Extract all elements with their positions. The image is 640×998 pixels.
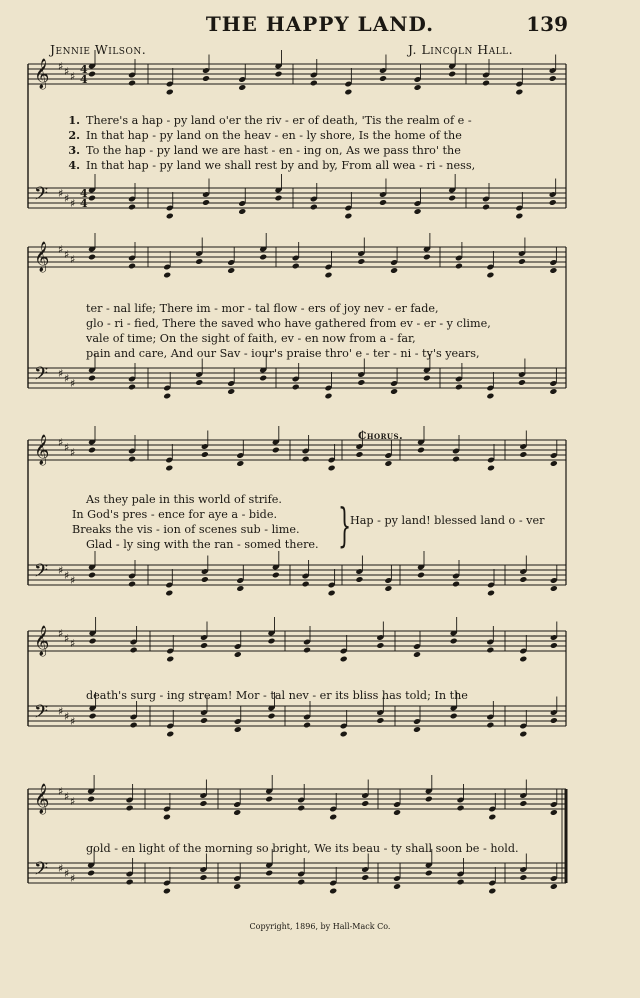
treble-note [487,465,495,472]
system-2-lyric-2: glo - ri - fied, There the saved who have gathered from ev - er - y clime, [86,317,491,330]
bass-note [87,870,95,877]
treble-note [519,656,527,663]
sharp-sign: ♯ [64,65,70,78]
bass-clef: 𝄢 [34,859,49,884]
system-3-lyric-2: In God's pres - ence for aye a - bide. [72,508,278,521]
treble-clef: 𝄞 [34,784,50,814]
treble-note [450,638,458,645]
treble-note [274,71,282,78]
lyricist-credit: Jennie Wilson. [50,42,147,57]
bass-clef: 𝄢 [34,561,49,586]
time-signature: 4 [80,63,88,76]
treble-note [329,814,337,821]
verse-text: There's a hap - py land o'er the riv - er of death, 'Tis the realm of e - [86,114,472,127]
treble-note [549,267,557,274]
treble-note [292,263,300,270]
bass-clef: 𝄢 [34,702,49,727]
verse-brace: } [338,498,352,552]
treble-note [423,254,431,261]
system-3-lyric-1: As they pale in this world of strife. [86,493,282,506]
composer-credit: J. Lincoln Hall. [408,42,514,57]
sharp-sign: ♯ [70,795,76,808]
bass-note [128,581,136,588]
sharp-sign: ♯ [58,60,64,73]
treble-note [166,89,174,96]
bass-note [163,393,171,400]
time-signature: 4 [80,187,88,200]
bass-note [550,585,558,592]
treble-note [324,272,332,279]
bass-note [455,384,463,391]
treble-note [238,84,246,91]
treble-note [297,805,305,812]
treble-note [88,71,96,78]
time-signature: 4 [80,73,88,86]
bass-note [450,713,458,720]
bass-note [130,722,138,729]
bass-note [549,388,557,395]
treble-note [163,814,171,821]
treble-note [452,456,460,463]
verse-2-line [62,128,462,142]
treble-note [88,447,96,454]
bass-note [549,199,557,206]
bass-clef: 𝄢 [34,364,49,389]
bass-note [488,888,496,895]
treble-note [550,642,558,649]
bass-note [384,585,392,592]
bass-note [390,388,398,395]
treble-note [236,460,244,467]
page-number: 139 [526,12,568,36]
bass-note [297,879,305,886]
sharp-sign: ♯ [64,710,70,723]
bass-note [274,195,282,202]
treble-note [457,805,465,812]
sharp-sign: ♯ [64,248,70,261]
treble-note [482,80,490,87]
chorus-lyric-1: Hap - py land! blessed land o - ver [350,514,545,527]
bass-note [423,375,431,382]
treble-note [448,71,456,78]
treble-note [259,254,267,261]
verse-number: 4. [68,158,80,172]
treble-note [549,75,557,82]
bass-note [128,204,136,211]
treble-note [361,800,369,807]
bass-note [482,204,490,211]
treble-note [272,447,280,454]
treble-note [165,465,173,472]
bass-note [201,576,209,583]
sharp-sign: ♯ [64,790,70,803]
treble-note [200,642,208,649]
verse-3-line [62,143,461,157]
treble-note [195,258,203,265]
verse-4-line [62,158,475,172]
treble-note [88,254,96,261]
treble-note [455,263,463,270]
sharp-sign: ♯ [58,862,64,875]
treble-clef: 𝄞 [34,59,50,89]
treble-note [414,84,422,91]
verse-text: In that hap - py land on the heav - en - ly shore, Is the home of the [86,129,462,142]
treble-note [201,451,209,458]
bass-note [328,590,336,597]
bass-note [267,713,275,720]
treble-note [344,89,352,96]
bass-note [88,195,96,202]
bass-note [302,581,310,588]
treble-note [379,75,387,82]
bass-note [355,576,363,583]
treble-note [89,638,97,645]
treble-note [519,800,527,807]
treble-note [384,460,392,467]
bass-note [200,717,208,724]
bass-note [199,874,207,881]
treble-note [302,456,310,463]
treble-note [425,796,433,803]
chorus-label: Chorus. [358,430,404,442]
bass-note [519,731,527,738]
treble-clef: 𝄞 [34,242,50,272]
system-2-lyric-4: pain and care, And our Sav - iour's praise thro' e - ter - ni - ty's years, [86,347,480,360]
bass-note [88,572,96,579]
treble-note [340,656,348,663]
sharp-sign: ♯ [70,637,76,650]
sharp-sign: ♯ [58,564,64,577]
sharp-sign: ♯ [64,372,70,385]
bass-note [165,590,173,597]
bass-note [227,388,235,395]
bass-note [272,572,280,579]
treble-note [310,80,318,87]
sharp-sign: ♯ [58,243,64,256]
bass-note [414,208,422,215]
chorus-lyric-3: gold - en light of the morning so bright, We its beau - ty shall soon be - hold. [86,842,519,855]
treble-note [166,656,174,663]
bass-note [357,379,365,386]
bass-note [128,384,136,391]
treble-note [488,814,496,821]
hymn-title: THE HAPPY LAND. [205,12,435,36]
treble-note [130,647,138,654]
bass-note [163,888,171,895]
bass-note [166,213,174,220]
treble-note [515,89,523,96]
treble-note [550,809,558,816]
copyright-notice: Copyright, 1896, by Hall-Mack Co. [249,922,391,931]
treble-note [202,75,210,82]
chorus-lyric-2: death's surg - ing stream! Mor - tal nev - er its bliss has told; In the [86,689,468,702]
bass-note [518,379,526,386]
bass-note [303,722,311,729]
bass-note [265,870,273,877]
bass-note [126,879,134,886]
bass-note [166,731,174,738]
bass-note [452,581,460,588]
treble-note [355,451,363,458]
system-2-lyric-3: vale of time; On the sight of faith, ev - en now from a - far, [86,332,416,345]
verse-number: 2. [68,128,80,142]
treble-note [233,809,241,816]
treble-note [357,258,365,265]
treble-note [550,460,558,467]
treble-note [128,456,136,463]
bass-note [457,879,465,886]
treble-note [227,267,235,274]
verse-number: 3. [68,143,80,157]
bass-note [417,572,425,579]
treble-note [126,805,134,812]
bass-note [519,874,527,881]
treble-note [390,267,398,274]
treble-note [417,447,425,454]
bass-note [361,874,369,881]
treble-note [163,272,171,279]
bass-note [344,213,352,220]
bass-note [236,585,244,592]
sharp-sign: ♯ [64,441,70,454]
treble-note [518,258,526,265]
sharp-sign: ♯ [64,632,70,645]
treble-note [486,647,494,654]
treble-note [486,272,494,279]
bass-note [425,870,433,877]
sharp-sign: ♯ [58,705,64,718]
bass-note [448,195,456,202]
bass-note [413,726,421,733]
system-3-lyric-4: Glad - ly sing with the ran - somed there. [86,538,319,551]
treble-note [128,80,136,87]
bass-note [89,713,97,720]
bass-note [550,717,558,724]
treble-note [376,642,384,649]
treble-note [393,809,401,816]
treble-clef: 𝄞 [34,435,50,465]
bass-note [310,204,318,211]
bass-note [376,717,384,724]
bass-note [329,888,337,895]
treble-clef: 𝄞 [34,626,50,656]
bass-note [519,576,527,583]
treble-note [413,651,421,658]
treble-note [267,638,275,645]
bass-note [234,726,242,733]
sharp-sign: ♯ [70,574,76,587]
bass-note [292,384,300,391]
bass-note [393,883,401,890]
bass-note [233,883,241,890]
bass-note [379,199,387,206]
sharp-sign: ♯ [70,872,76,885]
sharp-sign: ♯ [70,70,76,83]
sharp-sign: ♯ [58,436,64,449]
sharp-sign: ♯ [70,377,76,390]
bass-note [202,199,210,206]
verse-1-line [62,113,472,127]
treble-note [128,263,136,270]
sharp-sign: ♯ [64,569,70,582]
treble-note [234,651,242,658]
bass-note [324,393,332,400]
sharp-sign: ♯ [70,197,76,210]
system-3-lyric-3: Breaks the vis - ion of scenes sub - lime. [72,523,300,536]
treble-note [199,800,207,807]
sharp-sign: ♯ [70,446,76,459]
system-2-lyric-1: ter - nal life; There im - mor - tal flow - ers of joy nev - er fade, [86,302,439,315]
sharp-sign: ♯ [64,867,70,880]
treble-note [87,796,95,803]
bass-note [486,393,494,400]
sharp-sign: ♯ [58,367,64,380]
sharp-sign: ♯ [70,253,76,266]
treble-note [265,796,273,803]
bass-note [487,590,495,597]
bass-note [195,379,203,386]
treble-note [519,451,527,458]
sharp-sign: ♯ [58,785,64,798]
time-signature: 4 [80,197,88,210]
bass-note [238,208,246,215]
sharp-sign: ♯ [64,192,70,205]
bass-note [88,375,96,382]
verse-number: 1. [68,113,80,127]
bass-note [340,731,348,738]
sharp-sign: ♯ [70,715,76,728]
sharp-sign: ♯ [58,627,64,640]
verse-text: To the hap - py land we are hast - en - ing on, As we pass thro' the [86,144,461,157]
treble-note [303,647,311,654]
verse-text: In that hap - py land we shall rest by and by, From all wea - ri - ness, [86,159,476,172]
sharp-sign: ♯ [58,187,64,200]
bass-note [486,722,494,729]
bass-note [515,213,523,220]
bass-clef: 𝄢 [34,184,49,209]
bass-note [259,375,267,382]
treble-note [328,465,336,472]
bass-note [550,883,558,890]
